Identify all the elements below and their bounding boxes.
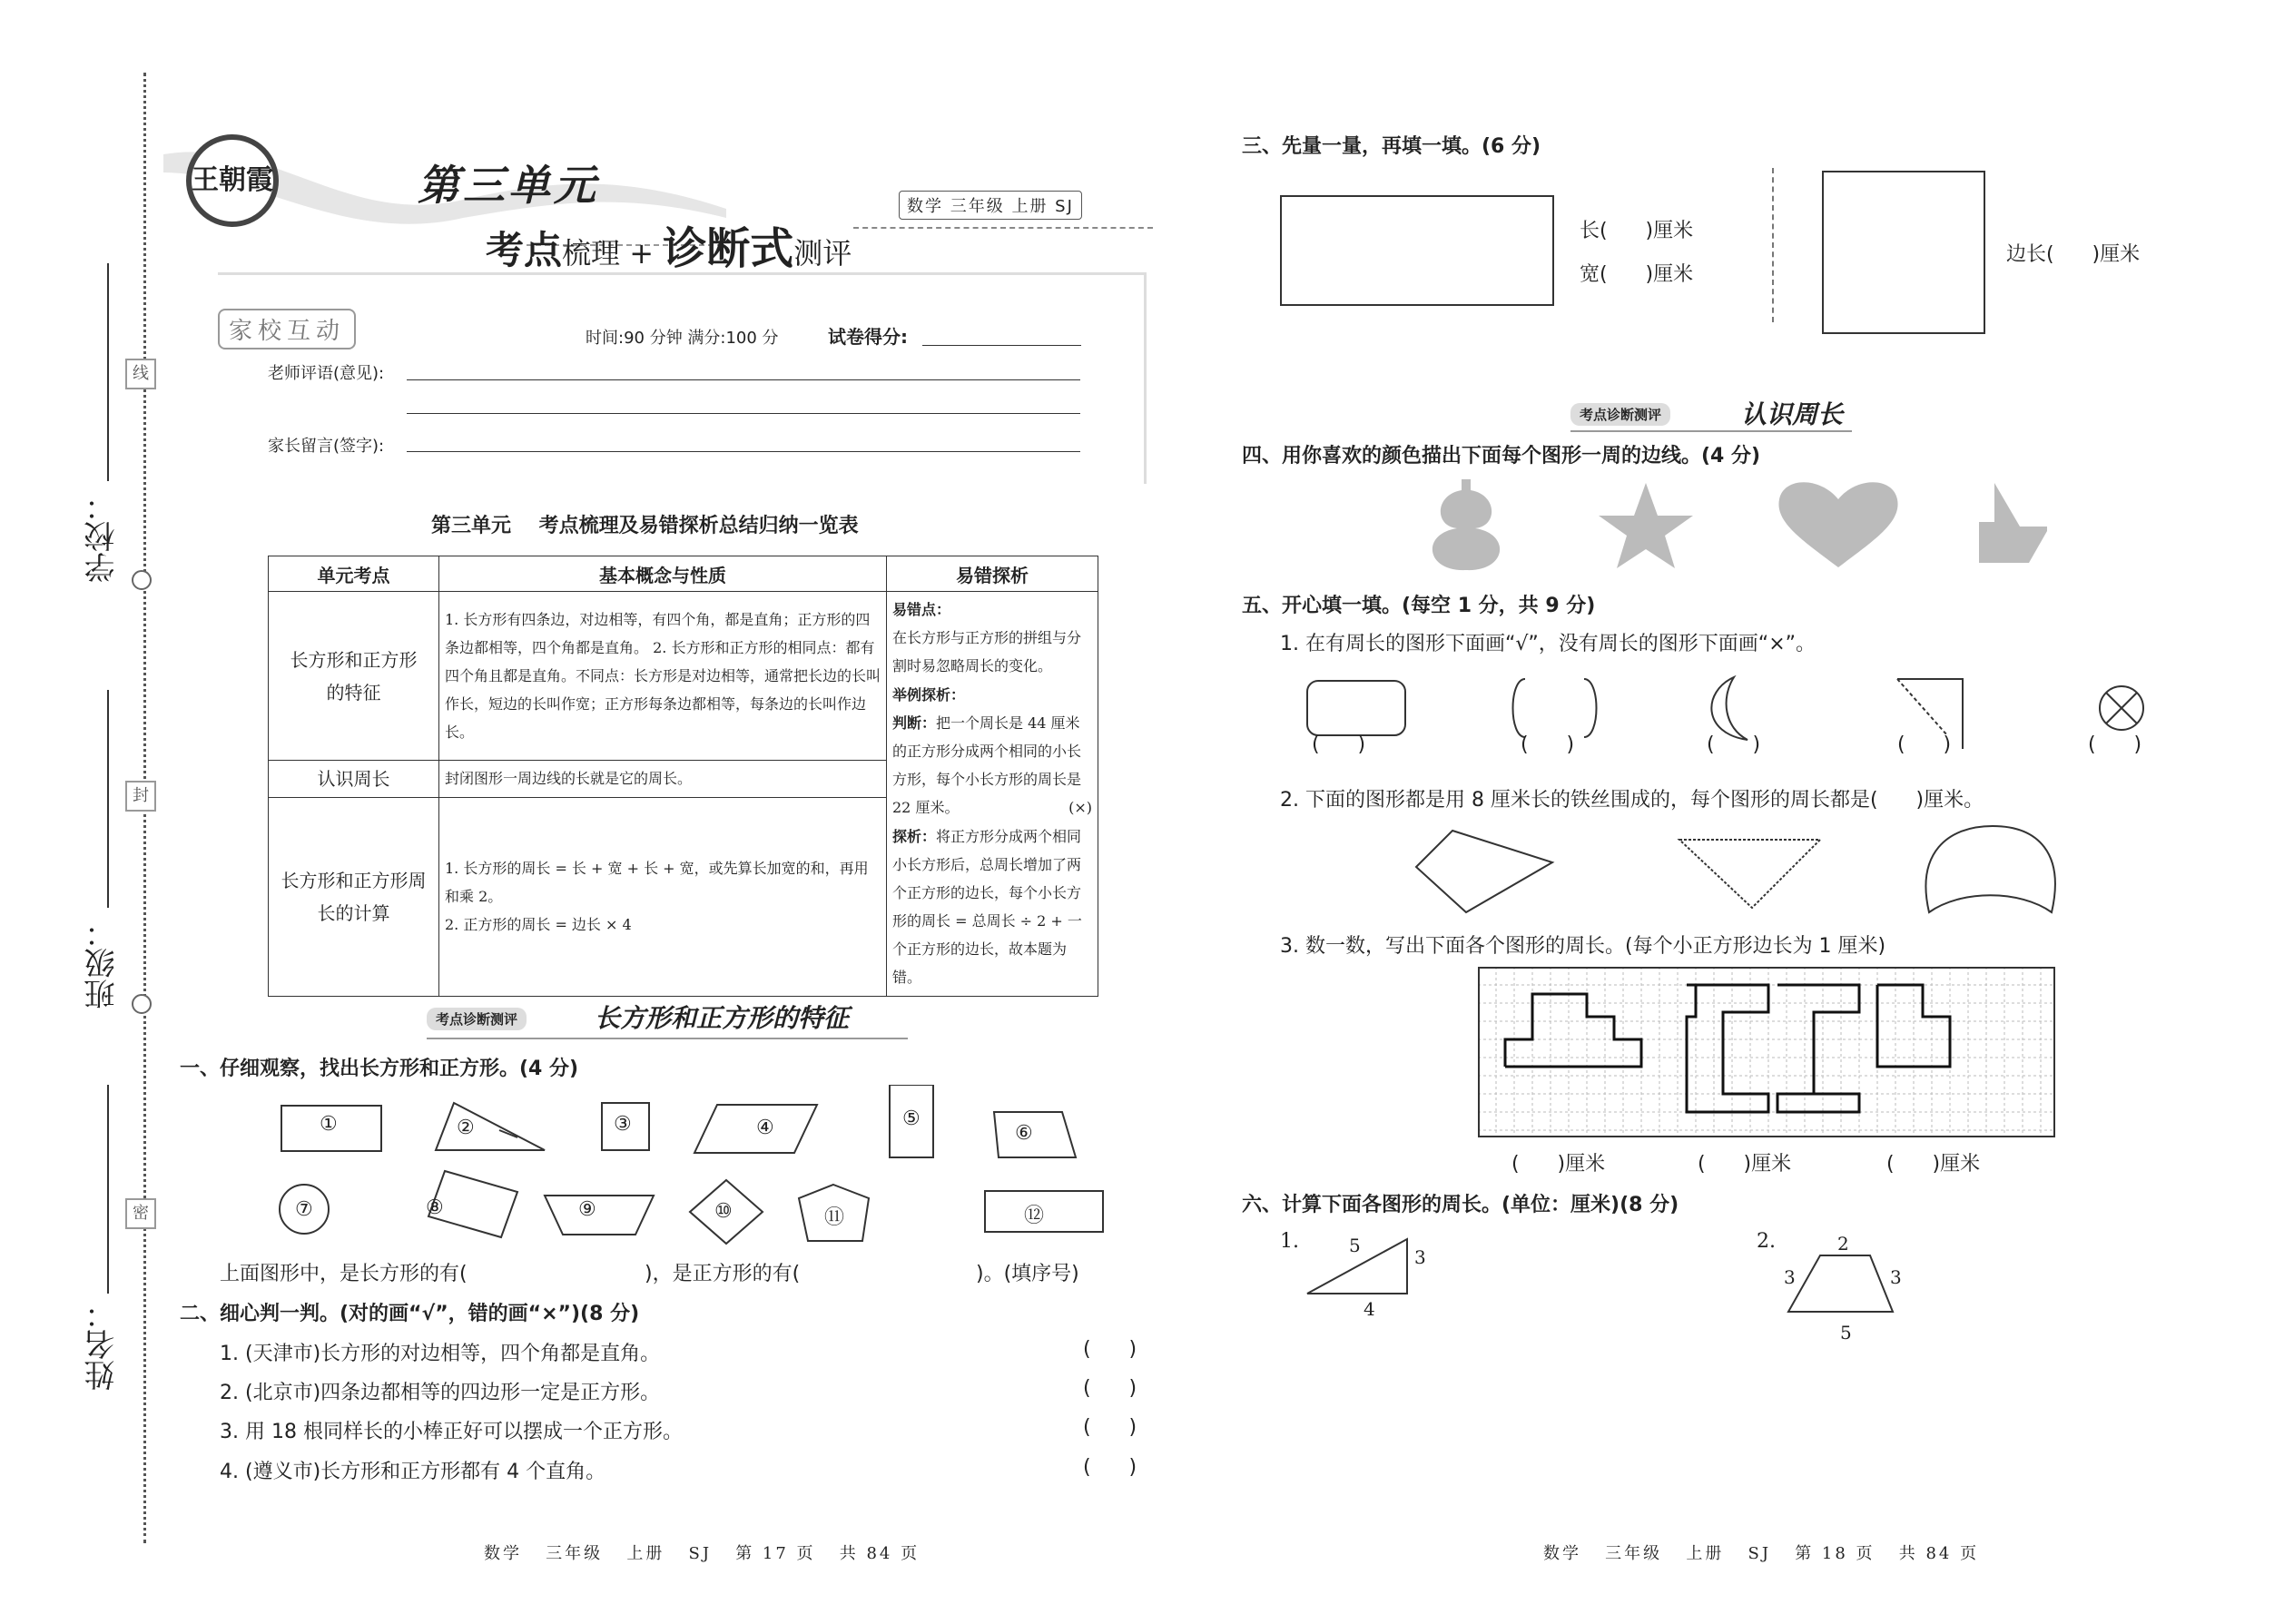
q5-grid-figures — [1478, 967, 2059, 1139]
school-field[interactable] — [107, 263, 109, 481]
q1-fill-a: 上面图形中，是长方形的有( — [220, 1263, 468, 1285]
binding-hole — [132, 994, 152, 1014]
section-rule — [1570, 430, 1852, 432]
header-dash-line — [853, 227, 1153, 229]
topic-cell: 长方形和正方形的特征 — [269, 592, 439, 761]
col-header: 单元考点 — [269, 556, 439, 592]
q5-s3-answer[interactable]: ( )厘米 — [1698, 1153, 1792, 1176]
subtitle-suffix: 测评 — [793, 236, 852, 271]
concept-cell: 1. 长方形的周长 = 长 + 宽 + 长 + 宽，或先算长加宽的和，再用和乘 2。 2. 正方形的周长 = 边长 × 4 — [439, 797, 887, 996]
binding-mark-mi: 密 — [125, 1198, 156, 1229]
q2-answer-box[interactable]: ( ) — [1083, 1377, 1137, 1400]
q1-shapes — [263, 1085, 1126, 1257]
jiaxiao-badge: 家校互动 — [218, 309, 356, 349]
name-field[interactable] — [107, 1085, 109, 1294]
parent-label: 家长留言(签字): — [268, 437, 385, 456]
shape-label: ⑥ — [1015, 1122, 1033, 1145]
subtitle-prefix: 考点 — [486, 228, 563, 272]
teacher-label: 老师评语(意见): — [268, 364, 385, 383]
q2-item: 4. (遵义市)长方形和正方形都有 4 个直角。 — [220, 1461, 606, 1483]
section-tag: 考点诊断测评 — [1570, 403, 1670, 426]
trapezoid-side-label: 2 — [1837, 1233, 1849, 1255]
trapezoid-side-label: 5 — [1840, 1322, 1852, 1343]
teacher-comment-line[interactable] — [407, 379, 1080, 380]
topic-cell: 长方形和正方形周长的计算 — [269, 797, 439, 996]
error-analysis-cell — [887, 592, 1098, 997]
q5-s1: 1. 在有周长的图形下面画“√”，没有周长的图形下面画“×”。 — [1280, 633, 1816, 655]
time-info: 时间:90 分钟 满分:100 分 — [586, 329, 779, 348]
shape-label: ② — [457, 1117, 475, 1139]
q5-s1-answer[interactable]: ( ) — [1312, 733, 1366, 756]
score-label: 试卷得分: — [828, 326, 908, 348]
judge-block: 判断：把一个周长是 44 厘米的正方形分成两个相同的小长方形，每个小长方形的周长是 22 厘米。 (×) — [892, 714, 1092, 817]
q5-s1-answer[interactable]: ( ) — [1897, 733, 1952, 756]
binding-mark-feng: 封 — [125, 781, 156, 812]
section-title: 长方形和正方形的特征 — [595, 1003, 850, 1033]
q3-divider — [1772, 168, 1774, 322]
subject-tag: 数学 三年级 上册 SJ — [899, 191, 1082, 220]
section-rule — [427, 1038, 908, 1039]
q6-trapezoid — [1779, 1248, 1906, 1321]
section-tag: 考点诊断测评 — [427, 1008, 527, 1030]
example-head: 举例探析： — [892, 685, 966, 704]
concept-cell: 1. 长方形有四条边，对边相等，有四个角，都是直角；正方形的四条边都相等，四个角都是直角。 2. 长方形和正方形的相同点：都有四个角且都是直角。不同点：长方形是对边相等，通常把长边的长叫作长，短边的长叫作宽；正方形每条边都相等，每条边的长叫作边长。 — [439, 592, 887, 761]
q5-s1-answer[interactable]: ( ) — [1521, 733, 1575, 756]
q5-s3-answer[interactable]: ( )厘米 — [1511, 1153, 1606, 1176]
q5-s3-answer[interactable]: ( )厘米 — [1886, 1153, 1981, 1176]
shape-label: ⑧ — [426, 1196, 444, 1219]
triangle-side-label: 4 — [1364, 1298, 1375, 1320]
q6-num: 2. — [1757, 1230, 1776, 1253]
error-text: 在长方形与正方形的拼组与分割时易忽略周长的变化。 — [892, 629, 1082, 675]
parent-comment-line[interactable] — [407, 451, 1080, 452]
q3-heading: 三、先量一量，再填一填。(6 分) — [1242, 135, 1541, 158]
shape-label: ④ — [756, 1117, 774, 1139]
sub-title — [486, 213, 852, 276]
binding-mark-xian: 线 — [125, 359, 156, 389]
shape-label: ③ — [614, 1113, 632, 1136]
publisher-logo: 王朝霞 — [186, 134, 279, 227]
score-field[interactable] — [922, 345, 1081, 346]
analysis-block: 探析：将正方形分成两个相同小长方形后，总周长增加了两个正方形的边长，每个小长方形的周长 = 总周长 ÷ 2 + 一个正方形的边长，故本题为错。 — [892, 827, 1082, 987]
shape-label: ⑤ — [902, 1107, 921, 1130]
page-footer-left: 数学 三年级 上册 SJ 第 17 页 共 84 页 — [484, 1544, 921, 1563]
topic-cell: 认识周长 — [269, 761, 439, 798]
section-title: 认识周长 — [1741, 399, 1844, 429]
summary-title: 第三单元 考点梳理及易错探析总结归纳一览表 — [431, 515, 859, 537]
triangle-side-label: 5 — [1349, 1235, 1361, 1256]
q1-fill-c: )。(填序号) — [976, 1263, 1079, 1285]
subtitle-big: 诊断式 — [663, 223, 794, 274]
q1-rect-answer[interactable] — [492, 1258, 633, 1284]
page-footer-right: 数学 三年级 上册 SJ 第 18 页 共 84 页 — [1543, 1544, 1980, 1563]
q1-square-answer[interactable] — [824, 1258, 960, 1284]
col-header: 基本概念与性质 — [439, 556, 887, 592]
q5-s3: 3. 数一数，写出下面各个图形的周长。(每个小正方形边长为 1 厘米) — [1280, 935, 1886, 958]
q5-s2: 2. 下面的图形都是用 8 厘米长的铁丝围成的，每个图形的周长都是( )厘米。 — [1280, 789, 1984, 812]
q6-num: 1. — [1280, 1230, 1299, 1253]
subtitle-mid: 梳理 + — [562, 236, 664, 271]
q4-heading: 四、用你喜欢的颜色描出下面每个图形一周的边线。(4 分) — [1242, 445, 1761, 468]
q6-heading: 六、计算下面各图形的周长。(单位：厘米)(8 分) — [1242, 1194, 1679, 1216]
concept-cell: 封闭图形一周边线的长就是它的周长。 — [439, 761, 887, 798]
q5-s2-shapes — [1403, 817, 2065, 921]
q3-square — [1822, 171, 1985, 334]
trapezoid-side-label: 3 — [1890, 1266, 1902, 1288]
class-label: 班级： — [84, 917, 121, 1009]
shape-label: ⑦ — [295, 1198, 313, 1221]
q2-heading: 二、细心判一判。(对的画“√”，错的画“×”)(8 分) — [180, 1303, 640, 1325]
triangle-side-label: 3 — [1414, 1246, 1426, 1268]
shape-label: ⑫ — [1024, 1205, 1045, 1227]
school-label: 学校： — [84, 490, 121, 583]
q1-heading: 一、仔细观察，找出长方形和正方形。(4 分) — [180, 1058, 579, 1080]
col-header: 易错探析 — [887, 556, 1098, 592]
q2-item: 3. 用 18 根同样长的小棒正好可以摆成一个正方形。 — [220, 1421, 683, 1443]
name-label: 姓名： — [84, 1298, 121, 1391]
q3-side-blank[interactable]: 边长( )厘米 — [2006, 243, 2141, 266]
teacher-comment-line[interactable] — [407, 413, 1080, 414]
shape-label: ⑨ — [578, 1198, 596, 1221]
q2-answer-box[interactable]: ( ) — [1083, 1338, 1137, 1361]
q5-heading: 五、开心填一填。(每空 1 分，共 9 分) — [1242, 595, 1596, 617]
q3-length-blank[interactable]: 长( )厘米 — [1580, 220, 1694, 242]
q3-rectangle — [1280, 195, 1554, 306]
q2-answer-box[interactable]: ( ) — [1083, 1416, 1137, 1439]
unit-title: 第三单元 — [418, 161, 599, 210]
shape-label: ⑩ — [714, 1200, 733, 1223]
q3-width-blank[interactable]: 宽( )厘米 — [1580, 263, 1694, 286]
q1-fill-b: )，是正方形的有( — [645, 1263, 801, 1285]
trapezoid-side-label: 3 — [1784, 1266, 1796, 1288]
q5-s1-answer[interactable]: ( ) — [2088, 733, 2142, 756]
summary-table — [268, 556, 1098, 997]
class-field[interactable] — [107, 690, 109, 908]
q4-shapes — [1412, 472, 2065, 572]
binding-hole — [132, 570, 152, 590]
q2-item: 2. (北京市)四条边都相等的四边形一定是正方形。 — [220, 1382, 661, 1404]
q6-triangle — [1298, 1230, 1425, 1312]
q2-answer-box[interactable]: ( ) — [1083, 1456, 1137, 1479]
error-head: 易错点： — [892, 601, 951, 618]
shape-label: ① — [320, 1113, 338, 1136]
shape-label: ⑪ — [824, 1206, 845, 1229]
q2-item: 1. (天津市)长方形的对边相等，四个角都是直角。 — [220, 1343, 661, 1365]
q5-s1-answer[interactable]: ( ) — [1707, 733, 1761, 756]
